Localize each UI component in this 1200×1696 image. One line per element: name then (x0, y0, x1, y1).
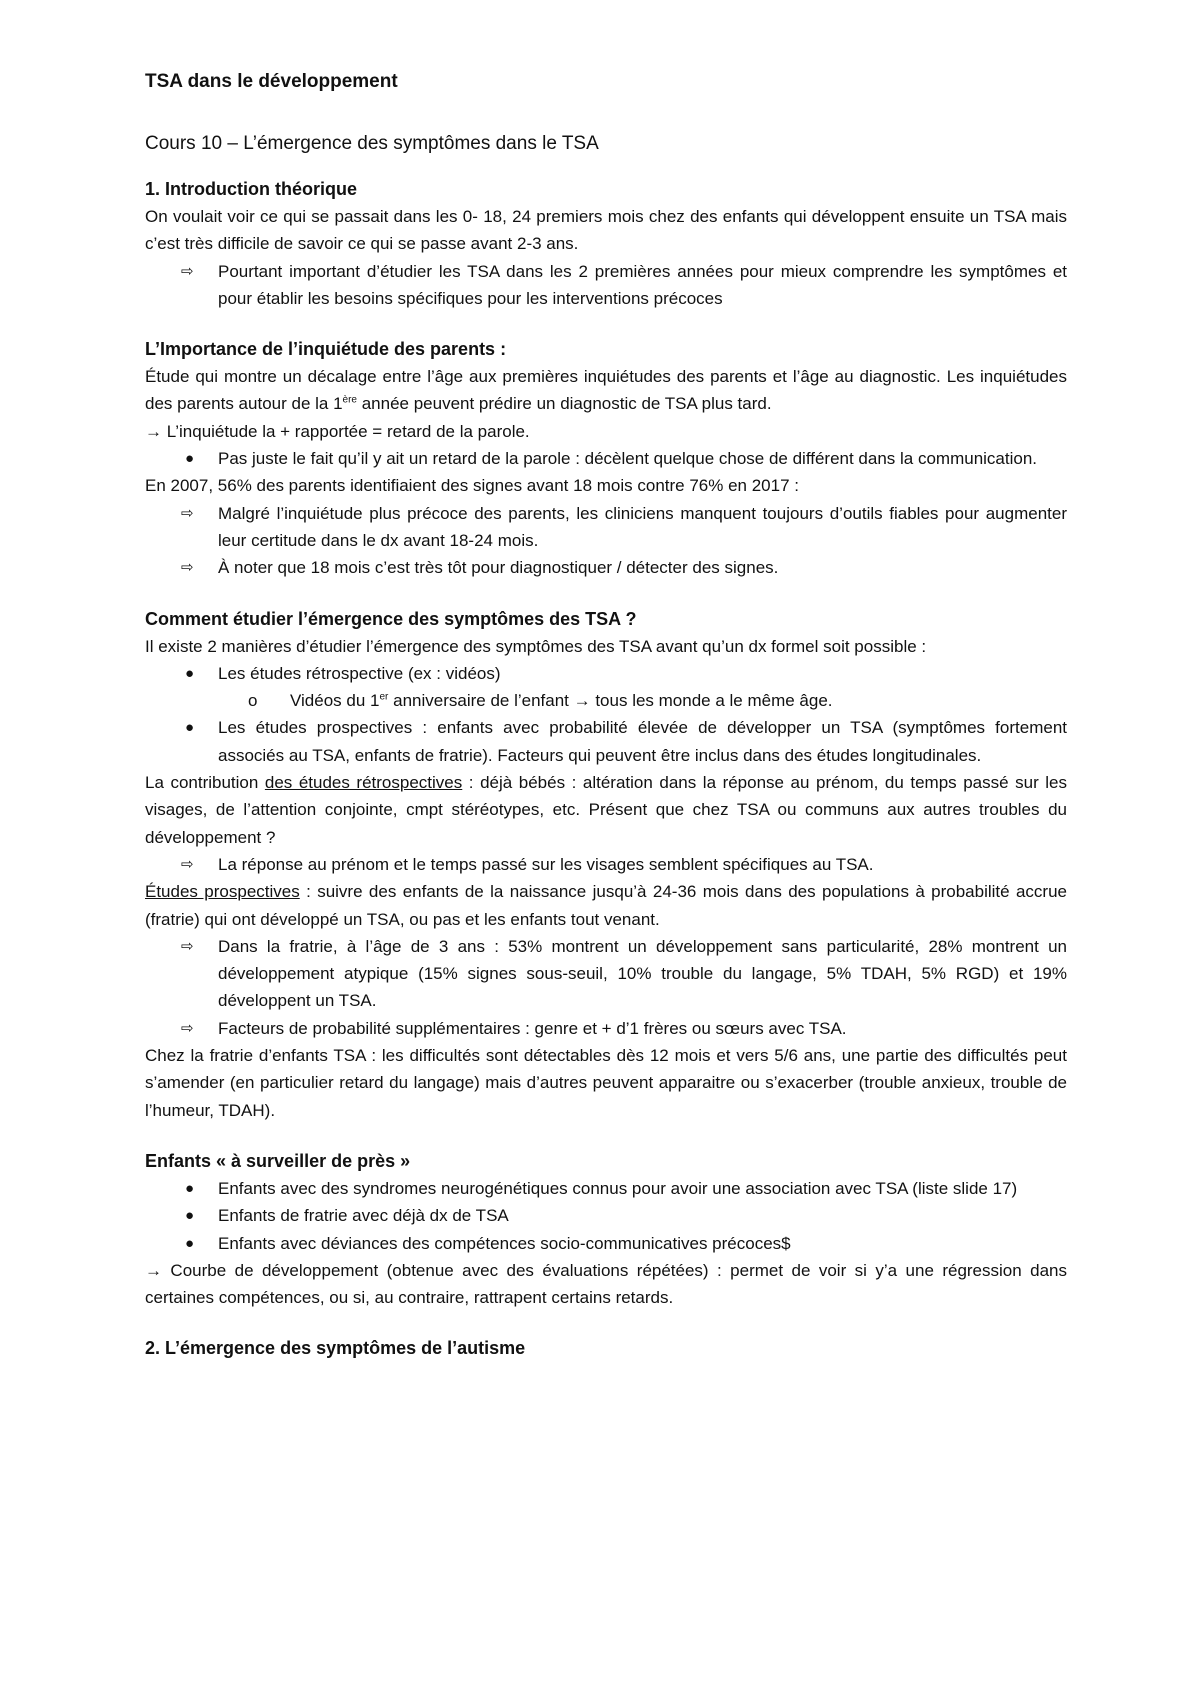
sub-list-item (145, 687, 1067, 714)
course-title: Cours 10 – L’émergence des symptômes dans le TSA (145, 133, 599, 154)
arrow-list-item (145, 554, 1067, 581)
section-heading-study-methods: Comment étudier l’émergence des symptômes des TSA ? (145, 608, 637, 629)
sub-item-text: Vidéos du 1er anniversaire de l’enfant → tous les monde a le même âge. (290, 691, 833, 711)
bullet-list-item (145, 1202, 1067, 1229)
paragraph: → Courbe de développement (obtenue avec des évaluations répétées) : permet de voir si y’a une régression dans certaines compétences, ou si, au contraire, rattrapent certains retards. (145, 1260, 1067, 1308)
arrow-item-text: La réponse au prénom et le temps passé sur les visages semblent spécifiques au TSA. (218, 854, 874, 874)
bullet-icon: ● (185, 664, 195, 682)
arrow-item-text: Pourtant important d’étudier les TSA dans les 2 premières années pour mieux comprendre les symptômes et pour établir les besoins spécifiques pour les interventions précoces (218, 261, 1067, 308)
circle-bullet-icon: o (248, 691, 258, 711)
bullet-icon: ● (185, 1207, 195, 1225)
bullet-icon: ● (185, 450, 195, 468)
arrow-icon: ⇨ (181, 559, 194, 577)
bullet-icon: ● (185, 1234, 195, 1252)
arrow-icon: ⇨ (181, 1019, 194, 1037)
bullet-item-text: Pas juste le fait qu’il y ait un retard de la parole : décèlent quelque chose de différent dans la communication. (218, 449, 1038, 469)
arrow-list-item (145, 258, 1067, 313)
section-heading-emergence: 2. L’émergence des symptômes de l’autisme (145, 1338, 526, 1359)
paragraph: En 2007, 56% des parents identifiaient des signes avant 18 mois contre 76% en 2017 : (145, 476, 799, 496)
bullet-list-item (145, 1175, 1067, 1202)
bullet-item-text: Les études prospectives : enfants avec probabilité élevée de développer un TSA (symptômes fortement associés au TSA, enfants de fratrie). Facteurs qui peuvent être inclus dans des études longitudinales. (218, 718, 1067, 765)
bullet-item-text: Enfants avec des syndromes neurogénétiques connus pour avoir une association avec TSA (liste slide 17) (218, 1178, 1018, 1198)
arrow-item-text: Malgré l’inquiétude plus précoce des parents, les cliniciens manquent toujours d’outils fiables pour augmenter leur certitude dans le dx avant 18-24 mois. (218, 503, 1067, 550)
arrow-item-text: À noter que 18 mois c’est très tôt pour diagnostiquer / détecter des signes. (218, 558, 779, 578)
paragraph: On voulait voir ce qui se passait dans les 0- 18, 24 premiers mois chez des enfants qui développent ensuite un TSA mais c’est très difficile de savoir ce qui se passe avant 2-3 ans. (145, 207, 1067, 254)
arrow-icon: ⇨ (181, 504, 194, 522)
arrow-list-item (145, 500, 1067, 555)
paragraph: → L’inquiétude la + rapportée = retard de la parole. (145, 421, 530, 441)
bullet-icon: ● (185, 1179, 195, 1197)
bullet-list-item (145, 660, 1067, 687)
paragraph: Il existe 2 manières d’étudier l’émergence des symptômes des TSA avant qu’un dx formel soit possible : (145, 636, 927, 656)
paragraph: Chez la fratrie d’enfants TSA : les difficultés sont détectables dès 12 mois et vers 5/6 ans, une partie des difficultés peut s’amender (en particulier retard du langage) mais d’autres peuvent apparaitre ou s’exacerber (trouble anxieux, trouble de l’humeur, TDAH). (145, 1046, 1067, 1120)
document-title: TSA dans le développement (145, 71, 398, 92)
bullet-list-item (145, 1230, 1067, 1257)
bullet-list-item (145, 445, 1067, 472)
section-heading-children-to-watch: Enfants « à surveiller de près » (145, 1150, 411, 1171)
bullet-item-text: Les études rétrospective (ex : vidéos) (218, 663, 501, 683)
bullet-list-item (145, 714, 1067, 769)
paragraph: La contribution des études rétrospectives : déjà bébés : altération dans la réponse au prénom, du temps passé sur les visages, de l’attention conjointe, cmpt stéréotypes, etc. Présent que chez TSA ou communs aux autres troubles du développement ? (145, 773, 1068, 847)
arrow-icon: ⇨ (181, 855, 194, 873)
arrow-list-item (145, 1015, 1067, 1042)
arrow-list-item (145, 851, 1067, 878)
paragraph: Étude qui montre un décalage entre l’âge aux premières inquiétudes des parents et l’âge au diagnostic. Les inquiétudes des parents autour de la 1ère année peuvent prédire un diagnostic de TSA plus tard. (145, 367, 1067, 414)
bullet-item-text: Enfants de fratrie avec déjà dx de TSA (218, 1206, 509, 1226)
arrow-icon: ⇨ (181, 937, 194, 955)
section-heading-parents: L’Importance de l’inquiétude des parents : (145, 339, 507, 360)
section-heading-introduction: 1. Introduction théorique (145, 179, 357, 199)
bullet-item-text: Enfants avec déviances des compétences socio-communicatives précoces$ (218, 1233, 791, 1253)
arrow-item-text: Facteurs de probabilité supplémentaires : genre et + d’1 frères ou sœurs avec TSA. (218, 1018, 847, 1038)
paragraph: Études prospectives : suivre des enfants de la naissance jusqu’à 24-36 mois dans des populations à probabilité accrue (fratrie) qui ont développé un TSA, ou pas et les enfants tout venant. (145, 882, 1067, 929)
arrow-icon: ⇨ (181, 262, 194, 280)
arrow-list-item (145, 933, 1067, 1015)
arrow-item-text: Dans la fratrie, à l’âge de 3 ans : 53% montrent un développement sans particularité, 28% montrent un développement atypique (15% signes sous-seuil, 10% trouble du langage, 5% TDAH, 5% RGD) et 19% développent un TSA. (218, 936, 1067, 1011)
bullet-icon: ● (185, 719, 195, 737)
document-page (145, 68, 1067, 1362)
